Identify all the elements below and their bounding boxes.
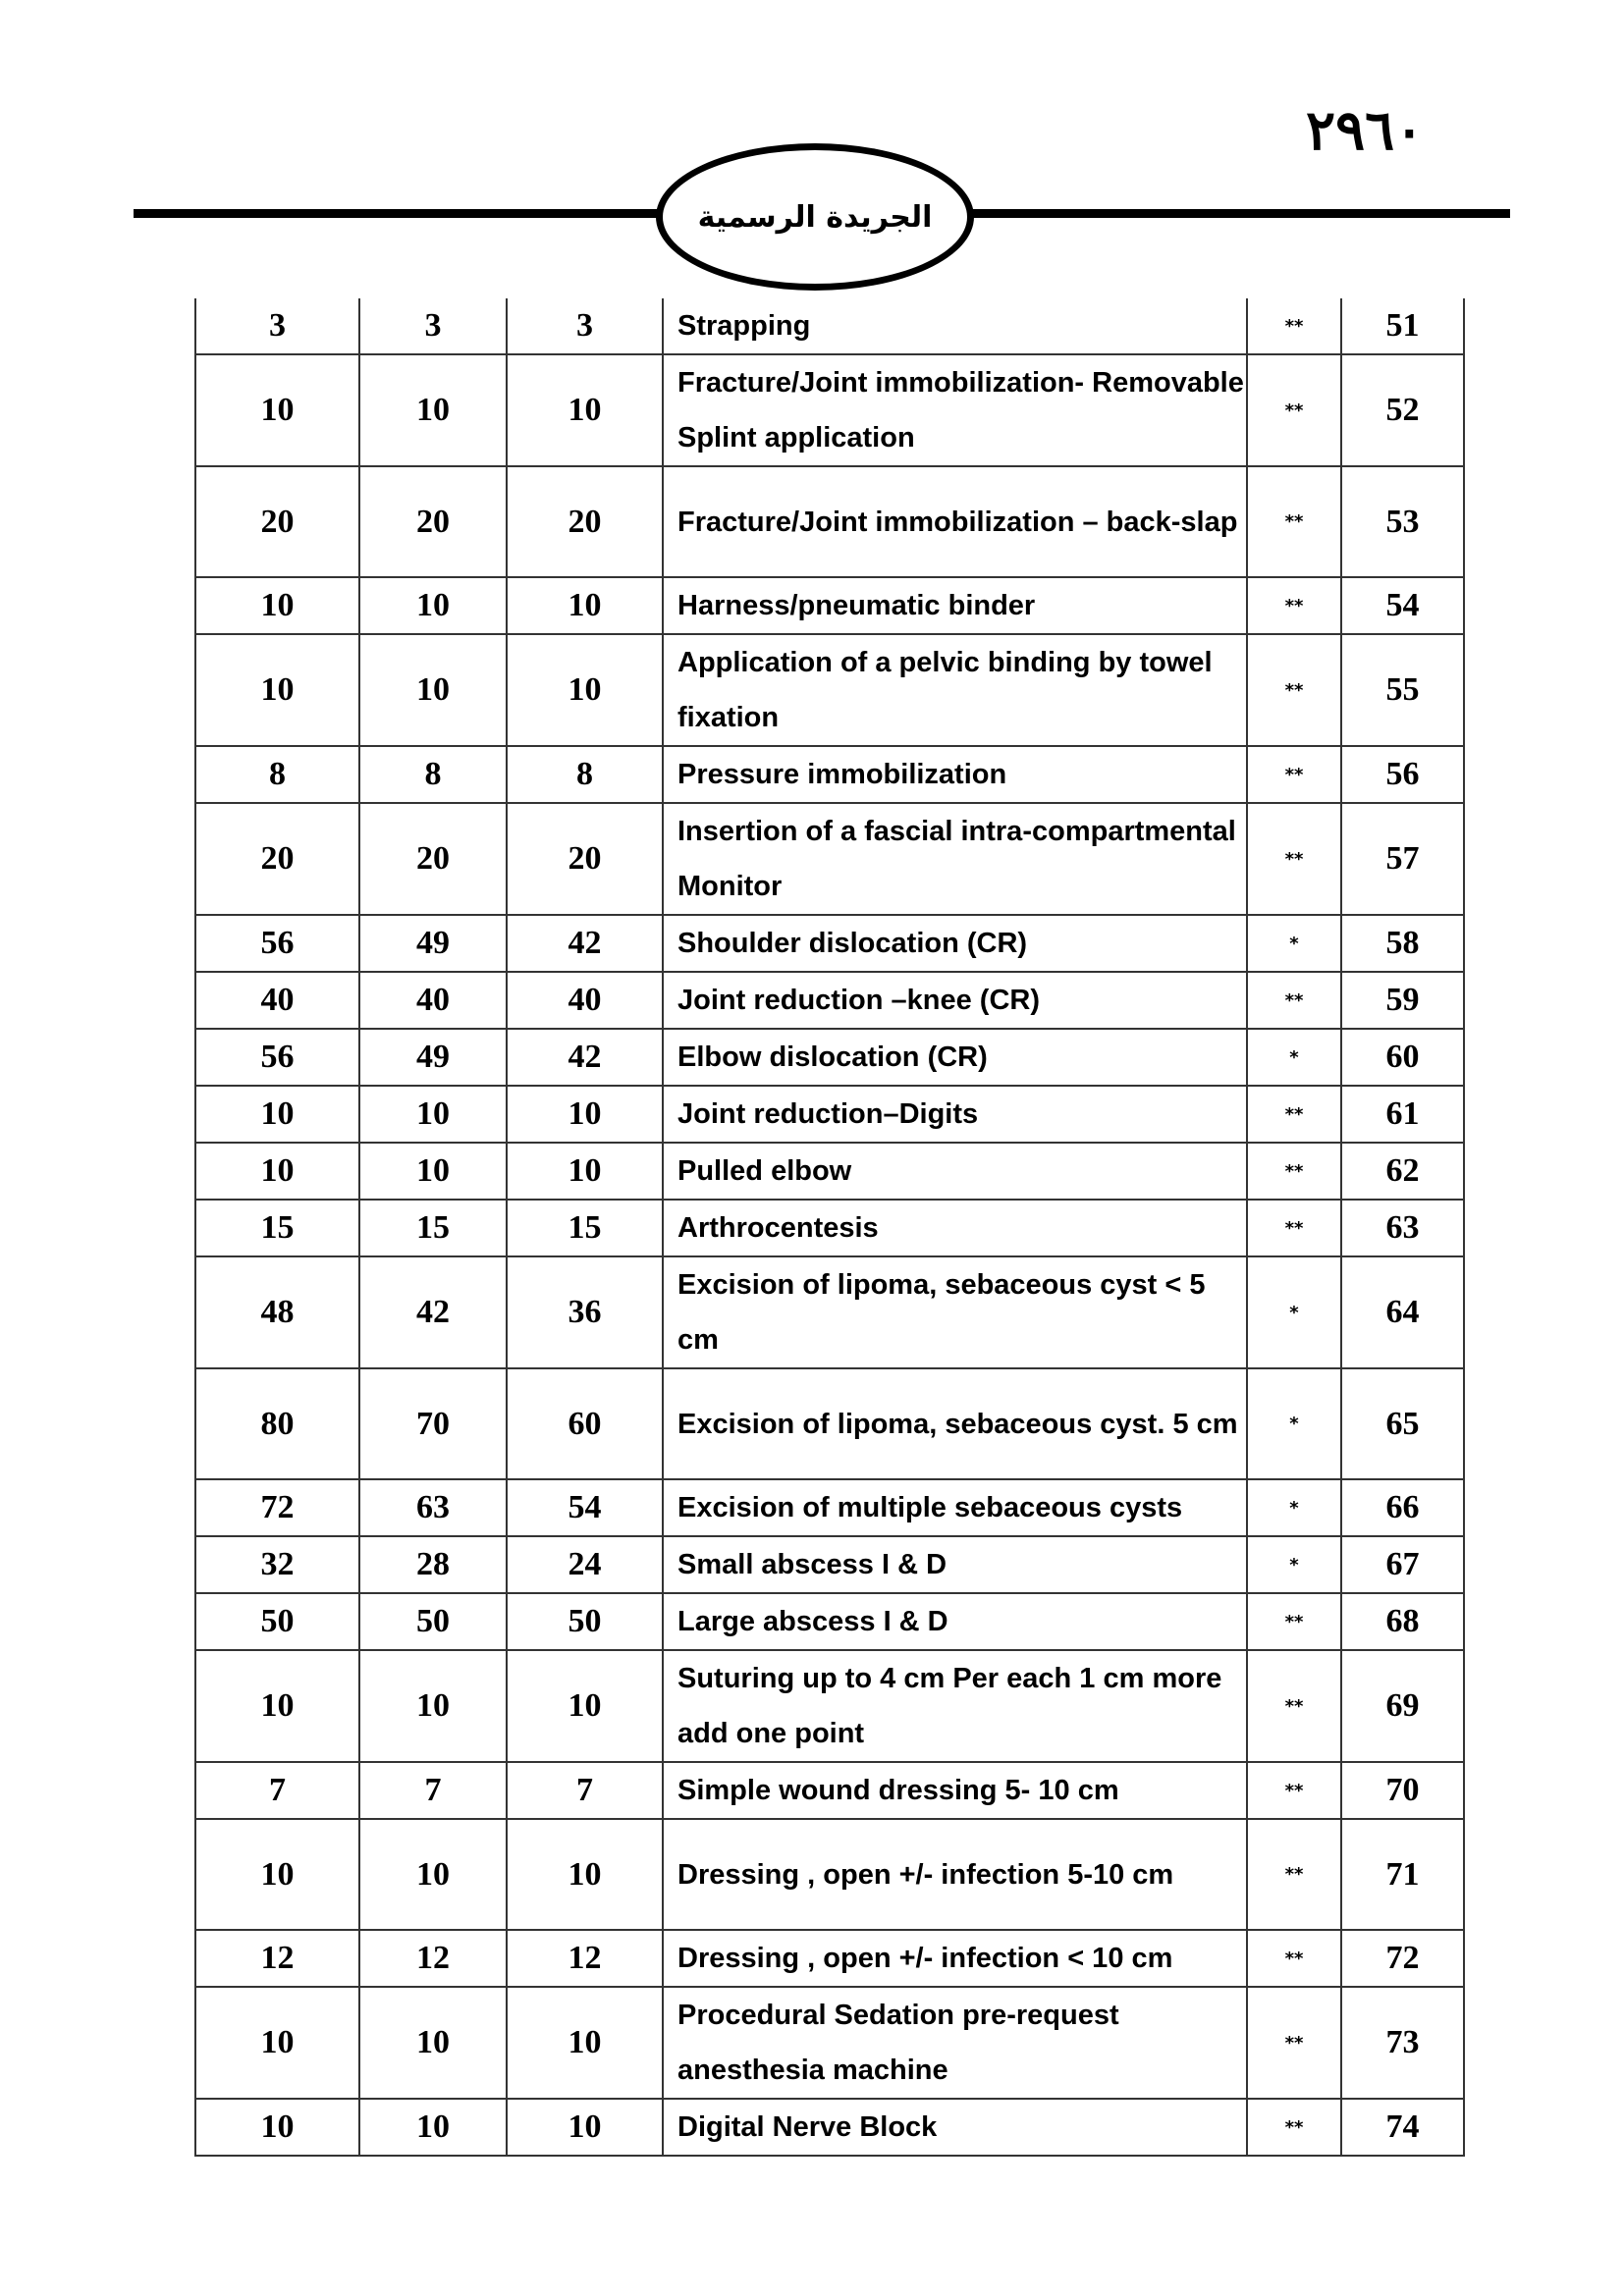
fee-cell-1: 10 — [195, 1987, 359, 2099]
fee-cell-1: 50 — [195, 1593, 359, 1650]
fee-cell-1: 3 — [195, 298, 359, 354]
procedure-description: Pressure immobilization — [663, 746, 1247, 803]
category-mark: ** — [1247, 1650, 1341, 1762]
fee-cell-2: 10 — [359, 1819, 507, 1930]
fee-cell-3: 8 — [507, 746, 663, 803]
item-number: 58 — [1341, 915, 1464, 972]
procedure-description: Arthrocentesis — [663, 1200, 1247, 1256]
fee-cell-2: 49 — [359, 1029, 507, 1086]
fee-cell-1: 10 — [195, 1650, 359, 1762]
fee-cell-2: 10 — [359, 634, 507, 746]
fee-cell-3: 36 — [507, 1256, 663, 1368]
item-number: 67 — [1341, 1536, 1464, 1593]
fee-cell-3: 10 — [507, 1650, 663, 1762]
procedure-description: Harness/pneumatic binder — [663, 577, 1247, 634]
fee-cell-1: 48 — [195, 1256, 359, 1368]
fee-cell-1: 10 — [195, 2099, 359, 2156]
category-mark: * — [1247, 1029, 1341, 1086]
fee-cell-3: 10 — [507, 1987, 663, 2099]
category-mark: ** — [1247, 1930, 1341, 1987]
procedure-description: Simple wound dressing 5- 10 cm — [663, 1762, 1247, 1819]
fee-cell-2: 3 — [359, 298, 507, 354]
procedure-description: Large abscess I & D — [663, 1593, 1247, 1650]
fee-cell-1: 40 — [195, 972, 359, 1029]
table-row — [195, 915, 1464, 972]
fee-cell-3: 20 — [507, 466, 663, 577]
item-number: 51 — [1341, 298, 1464, 354]
table-row — [195, 1930, 1464, 1987]
fee-cell-2: 28 — [359, 1536, 507, 1593]
fee-cell-3: 40 — [507, 972, 663, 1029]
fee-cell-1: 56 — [195, 915, 359, 972]
fee-cell-1: 15 — [195, 1200, 359, 1256]
fee-cell-1: 7 — [195, 1762, 359, 1819]
table-row — [195, 1593, 1464, 1650]
fee-cell-2: 10 — [359, 1650, 507, 1762]
item-number: 60 — [1341, 1029, 1464, 1086]
table-row — [195, 354, 1464, 466]
category-mark: ** — [1247, 1762, 1341, 1819]
fee-cell-2: 42 — [359, 1256, 507, 1368]
fee-cell-1: 12 — [195, 1930, 359, 1987]
item-number: 54 — [1341, 577, 1464, 634]
procedure-description: Elbow dislocation (CR) — [663, 1029, 1247, 1086]
procedure-description: Strapping — [663, 298, 1247, 354]
item-number: 71 — [1341, 1819, 1464, 1930]
fee-cell-3: 60 — [507, 1368, 663, 1479]
fee-cell-2: 50 — [359, 1593, 507, 1650]
item-number: 68 — [1341, 1593, 1464, 1650]
procedure-description: Joint reduction –knee (CR) — [663, 972, 1247, 1029]
table-row — [195, 1650, 1464, 1762]
category-mark: ** — [1247, 1200, 1341, 1256]
table-row — [195, 1143, 1464, 1200]
gazette-title: الجريدة الرسمية — [697, 199, 933, 235]
fee-cell-1: 72 — [195, 1479, 359, 1536]
category-mark: ** — [1247, 1143, 1341, 1200]
fee-cell-2: 49 — [359, 915, 507, 972]
item-number: 72 — [1341, 1930, 1464, 1987]
fee-cell-3: 10 — [507, 2099, 663, 2156]
procedure-description: Dressing , open +/- infection 5-10 cm — [663, 1819, 1247, 1930]
category-mark: ** — [1247, 1086, 1341, 1143]
fee-cell-3: 12 — [507, 1930, 663, 1987]
table-row — [195, 1368, 1464, 1479]
procedure-description: Fracture/Joint immobilization- Removable Splint application — [663, 354, 1247, 466]
item-number: 64 — [1341, 1256, 1464, 1368]
item-number: 73 — [1341, 1987, 1464, 2099]
table-row — [195, 634, 1464, 746]
table-row — [195, 1819, 1464, 1930]
fee-cell-3: 10 — [507, 1819, 663, 1930]
item-number: 66 — [1341, 1479, 1464, 1536]
fee-cell-2: 15 — [359, 1200, 507, 1256]
table-row — [195, 746, 1464, 803]
category-mark: ** — [1247, 746, 1341, 803]
fee-cell-2: 12 — [359, 1930, 507, 1987]
fee-cell-3: 42 — [507, 915, 663, 972]
procedure-description: Fracture/Joint immobilization – back-slap — [663, 466, 1247, 577]
table-row — [195, 1536, 1464, 1593]
category-mark: ** — [1247, 2099, 1341, 2156]
fee-cell-1: 20 — [195, 466, 359, 577]
fee-cell-2: 63 — [359, 1479, 507, 1536]
fee-cell-1: 56 — [195, 1029, 359, 1086]
procedure-description: Procedural Sedation pre-request anesthesia machine — [663, 1987, 1247, 2099]
gazette-emblem — [656, 143, 974, 291]
fee-cell-2: 40 — [359, 972, 507, 1029]
procedure-description: Suturing up to 4 cm Per each 1 cm more add one point — [663, 1650, 1247, 1762]
table-row — [195, 577, 1464, 634]
page-number: ٢٩٦٠ — [1306, 98, 1425, 163]
fee-cell-3: 3 — [507, 298, 663, 354]
fee-cell-2: 70 — [359, 1368, 507, 1479]
fee-cell-3: 54 — [507, 1479, 663, 1536]
fee-cell-2: 20 — [359, 466, 507, 577]
category-mark: ** — [1247, 1819, 1341, 1930]
table-row — [195, 803, 1464, 915]
item-number: 55 — [1341, 634, 1464, 746]
fee-cell-2: 8 — [359, 746, 507, 803]
category-mark: ** — [1247, 1987, 1341, 2099]
fee-cell-3: 7 — [507, 1762, 663, 1819]
item-number: 65 — [1341, 1368, 1464, 1479]
fee-cell-3: 15 — [507, 1200, 663, 1256]
fee-cell-2: 7 — [359, 1762, 507, 1819]
fee-cell-2: 20 — [359, 803, 507, 915]
fee-cell-3: 10 — [507, 1086, 663, 1143]
category-mark: * — [1247, 1368, 1341, 1479]
table-row — [195, 2099, 1464, 2156]
table-row — [195, 1479, 1464, 1536]
procedure-description: Digital Nerve Block — [663, 2099, 1247, 2156]
fee-cell-2: 10 — [359, 2099, 507, 2156]
fee-cell-3: 42 — [507, 1029, 663, 1086]
fee-cell-2: 10 — [359, 577, 507, 634]
category-mark: ** — [1247, 466, 1341, 577]
item-number: 74 — [1341, 2099, 1464, 2156]
fee-cell-1: 10 — [195, 634, 359, 746]
category-mark: * — [1247, 1479, 1341, 1536]
procedure-description: Excision of lipoma, sebaceous cyst. 5 cm — [663, 1368, 1247, 1479]
category-mark: ** — [1247, 1593, 1341, 1650]
fee-cell-1: 80 — [195, 1368, 359, 1479]
table-row — [195, 1987, 1464, 2099]
category-mark: ** — [1247, 354, 1341, 466]
item-number: 52 — [1341, 354, 1464, 466]
procedure-description: Insertion of a fascial intra-compartmental Monitor — [663, 803, 1247, 915]
fee-cell-1: 10 — [195, 577, 359, 634]
category-mark: * — [1247, 1256, 1341, 1368]
fee-cell-3: 50 — [507, 1593, 663, 1650]
fee-cell-3: 10 — [507, 577, 663, 634]
fee-cell-3: 10 — [507, 354, 663, 466]
fee-cell-1: 10 — [195, 1819, 359, 1930]
fee-cell-3: 10 — [507, 634, 663, 746]
procedure-description: Joint reduction–Digits — [663, 1086, 1247, 1143]
item-number: 57 — [1341, 803, 1464, 915]
fee-cell-1: 20 — [195, 803, 359, 915]
table-row — [195, 972, 1464, 1029]
table-row — [195, 466, 1464, 577]
item-number: 70 — [1341, 1762, 1464, 1819]
item-number: 59 — [1341, 972, 1464, 1029]
fee-cell-1: 8 — [195, 746, 359, 803]
item-number: 63 — [1341, 1200, 1464, 1256]
item-number: 69 — [1341, 1650, 1464, 1762]
procedure-description: Small abscess I & D — [663, 1536, 1247, 1593]
fee-cell-1: 32 — [195, 1536, 359, 1593]
category-mark: ** — [1247, 972, 1341, 1029]
fee-cell-2: 10 — [359, 1143, 507, 1200]
fee-cell-2: 10 — [359, 1987, 507, 2099]
fee-table — [194, 298, 1465, 2157]
item-number: 62 — [1341, 1143, 1464, 1200]
category-mark: ** — [1247, 298, 1341, 354]
category-mark: * — [1247, 915, 1341, 972]
fee-cell-1: 10 — [195, 1143, 359, 1200]
fee-cell-3: 10 — [507, 1143, 663, 1200]
fee-cell-3: 20 — [507, 803, 663, 915]
procedure-description: Excision of lipoma, sebaceous cyst < 5 cm — [663, 1256, 1247, 1368]
procedure-description: Pulled elbow — [663, 1143, 1247, 1200]
table-row — [195, 1200, 1464, 1256]
procedure-description: Dressing , open +/- infection < 10 cm — [663, 1930, 1247, 1987]
table-row — [195, 1029, 1464, 1086]
procedure-description: Excision of multiple sebaceous cysts — [663, 1479, 1247, 1536]
item-number: 53 — [1341, 466, 1464, 577]
category-mark: * — [1247, 1536, 1341, 1593]
table-row — [195, 298, 1464, 354]
table-row — [195, 1762, 1464, 1819]
category-mark: ** — [1247, 634, 1341, 746]
item-number: 56 — [1341, 746, 1464, 803]
fee-cell-1: 10 — [195, 354, 359, 466]
category-mark: ** — [1247, 577, 1341, 634]
table-row — [195, 1086, 1464, 1143]
fee-cell-3: 24 — [507, 1536, 663, 1593]
fee-cell-2: 10 — [359, 354, 507, 466]
fee-cell-2: 10 — [359, 1086, 507, 1143]
item-number: 61 — [1341, 1086, 1464, 1143]
category-mark: ** — [1247, 803, 1341, 915]
procedure-description: Shoulder dislocation (CR) — [663, 915, 1247, 972]
table-row — [195, 1256, 1464, 1368]
procedure-description: Application of a pelvic binding by towel fixation — [663, 634, 1247, 746]
fee-cell-1: 10 — [195, 1086, 359, 1143]
